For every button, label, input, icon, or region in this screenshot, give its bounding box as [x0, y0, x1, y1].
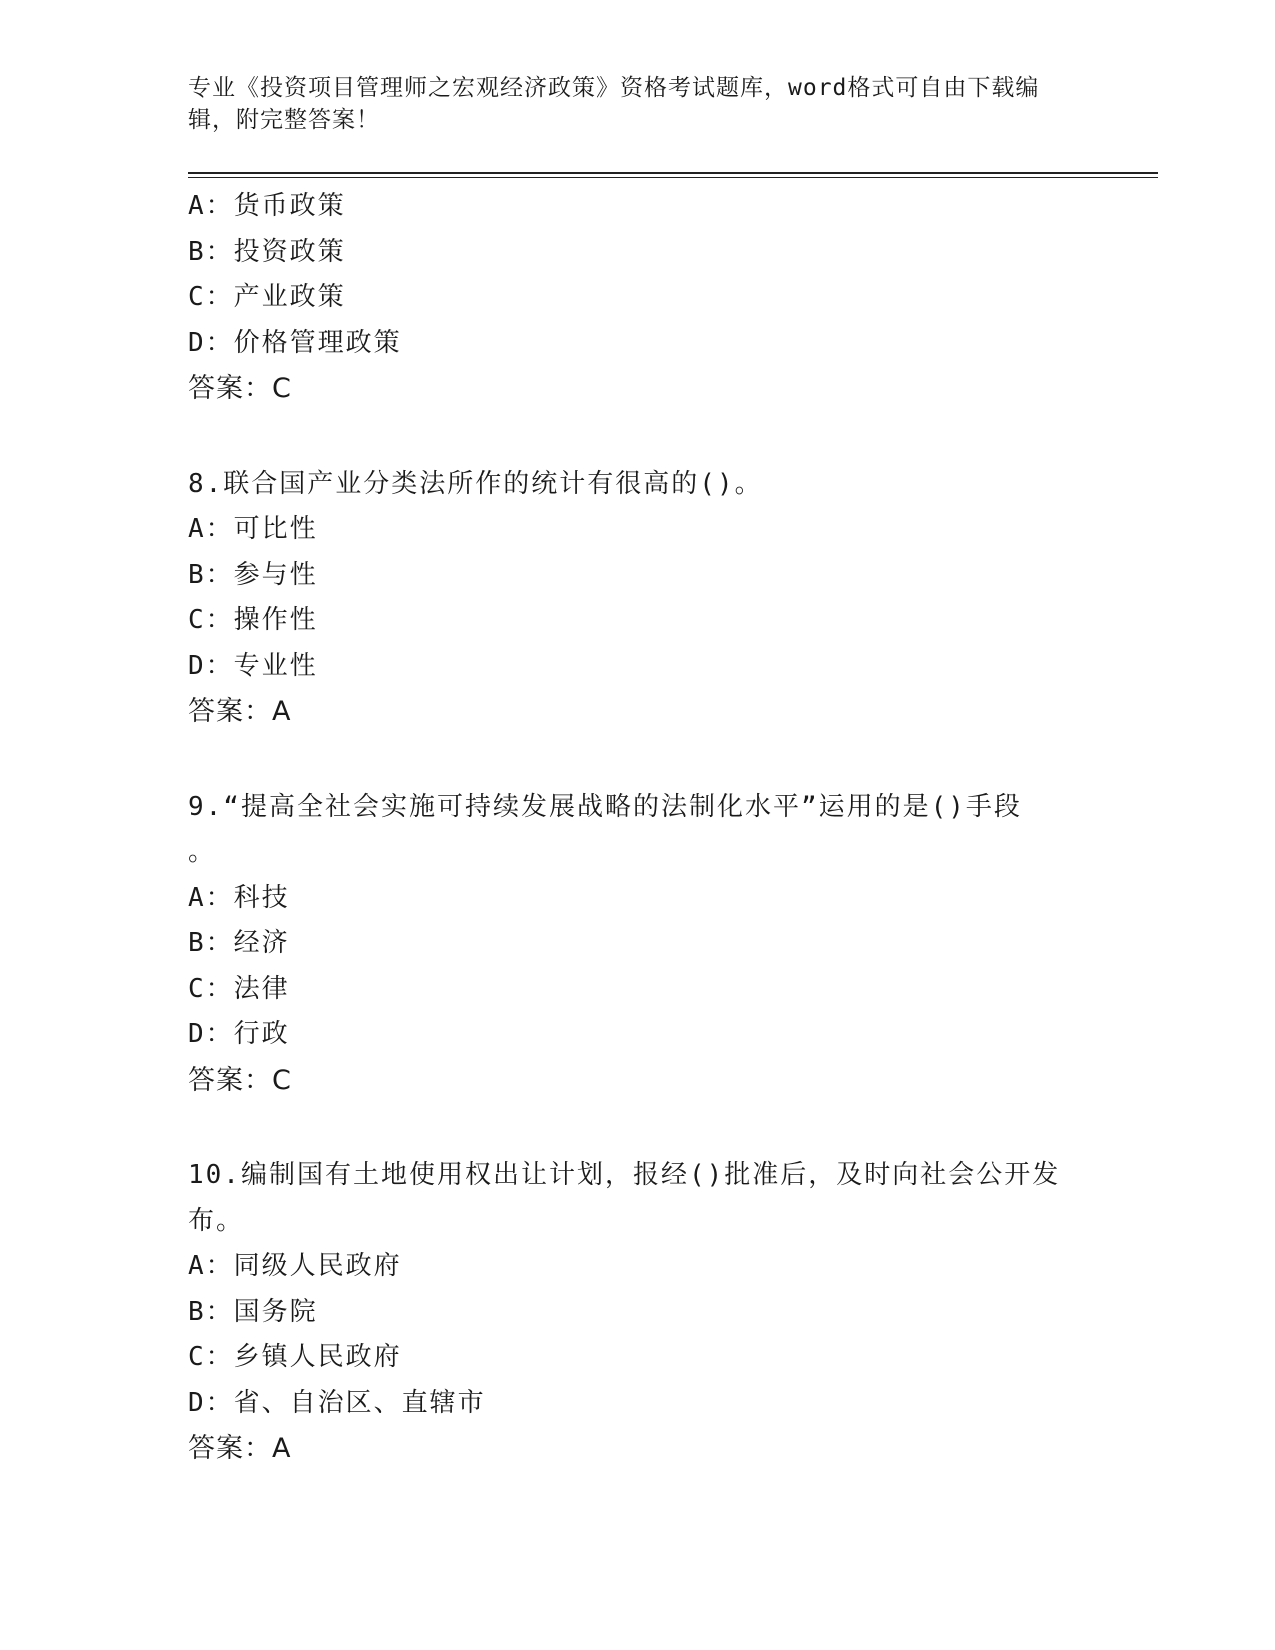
option-b: B：国务院 — [188, 1296, 318, 1327]
header-line-1: 专业《投资项目管理师之宏观经济政策》资格考试题库，word格式可自由下载编 — [188, 75, 1040, 101]
option-c: C：乡镇人民政府 — [188, 1342, 402, 1372]
option-a: A：科技 — [188, 882, 290, 913]
answer: 答案：C — [188, 1064, 292, 1096]
answer: 答案：C — [188, 373, 292, 404]
question-stem: 9.“提高全社会实施可持续发展战略的法制化水平”运用的是()手段 — [188, 791, 1022, 822]
header-divider — [188, 172, 1158, 178]
option-b: B：经济 — [188, 928, 290, 958]
answer: 答案：A — [188, 1433, 292, 1464]
question-8 — [188, 462, 1158, 735]
question-stem: 10.编制国有土地使用权出让计划，报经()批准后，及时向社会公开发 — [188, 1160, 1061, 1190]
question-stem-continuation: 。 — [188, 837, 217, 867]
question-7 — [188, 184, 1158, 412]
header-line-2: 辑，附完整答案！ — [188, 107, 380, 133]
option-c: C：产业政策 — [188, 282, 346, 312]
option-c: C：法律 — [188, 973, 290, 1004]
option-b: B：参与性 — [188, 559, 318, 590]
option-c: C：操作性 — [188, 605, 318, 635]
question-10 — [188, 1153, 1158, 1472]
option-d: D：专业性 — [188, 650, 318, 681]
option-d: D：行政 — [188, 1019, 290, 1049]
option-d: D：价格管理政策 — [188, 327, 402, 358]
option-d: D：省、自治区、直辖市 — [188, 1387, 486, 1418]
question-stem-continuation: 布。 — [188, 1205, 245, 1236]
document-page — [188, 72, 1158, 1472]
question-stem: 8.联合国产业分类法所作的统计有很高的()。 — [188, 468, 763, 499]
answer: 答案：A — [188, 696, 292, 727]
question-9 — [188, 785, 1158, 1104]
option-a: A：货币政策 — [188, 191, 346, 221]
option-a: A：同级人民政府 — [188, 1251, 402, 1281]
document-header — [188, 72, 1158, 136]
option-a: A：可比性 — [188, 514, 318, 544]
option-b: B：投资政策 — [188, 236, 346, 267]
